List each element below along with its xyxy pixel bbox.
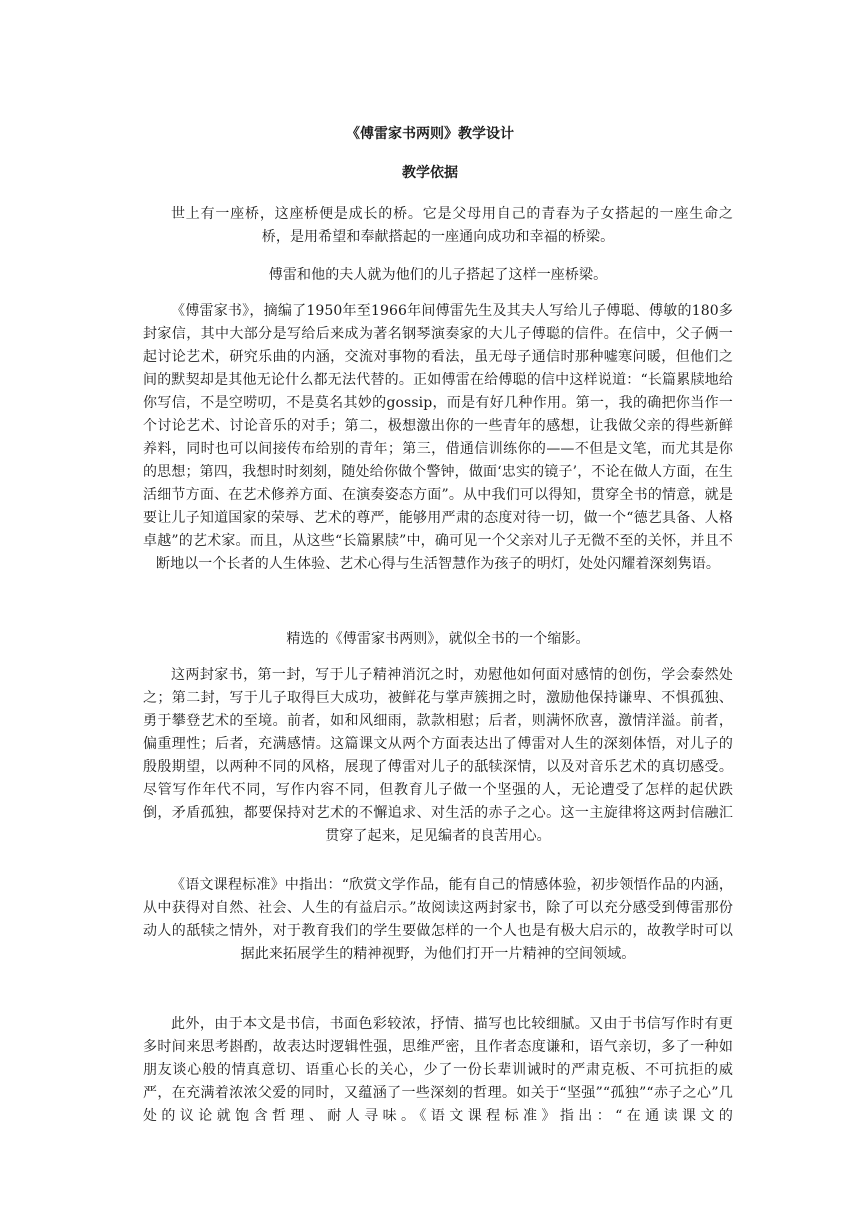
section-heading: 教学依据 bbox=[402, 165, 458, 181]
paragraph-curriculum: 《语文课程标准》中指出：“欣赏文学作品，能有自己的情感体验，初步领悟作品的内涵，从中获得对自然、社会、人生的有益启示。”故阅读这两封家书，除了可以充分感受到傅雷那份动人的舐犊之情外，对于教育我们的学生要做怎样的一个人也是有极大启示的，故教学时可以据此来拓展学生的精神视野，为他们打开一片精神的空间领域。 bbox=[143, 877, 733, 962]
paragraph-style: 此外，由于本文是书信，书面色彩较浓，抒情、描写也比较细腻。又由于书信写作时有更多时间来思考斟酌，故表达时逻辑性强，思维严密，且作者态度谦和，语气亲切，多了一种如朋友谈心般的情真意切、语重心长的关心，少了一份长辈训诫时的严肃克板、不可抗拒的威严，在充满着浓浓父爱的同时，又蕴涵了一些深刻的哲理。如关于“坚强”“孤独”“赤子之心”几处的议论就饱含哲理、耐人寻味。《语文课程标准》指出：“在通读课文的 bbox=[143, 1016, 733, 1124]
paragraph-bridge: 傅雷和他的夫人就为他们的儿子搭起了这样一座桥梁。 bbox=[268, 267, 608, 283]
paragraph-intro: 世上有一座桥，这座桥便是成长的桥。它是父母用自己的青春为子女搭起的一座生命之桥，是用希望和奉献搭起的一座通向成功和幸福的桥梁。 bbox=[171, 206, 733, 245]
paragraph-two-letters: 这两封家书，第一封，写于儿子精神消沉之时，劝慰他如何面对感情的创伤，学会泰然处之；第二封，写于儿子取得巨大成功，被鲜花与掌声簇拥之时，激励他保持谦卑、不惧孤独、勇于攀登艺术的至境。前者，如和风细雨，款款相慰；后者，则满怀欣喜，激情洋溢。前者，偏重理性；后者，充满感情。这篇课文从两个方面表达出了傅雷对人生的深刻体悟，对儿子的殷殷期望，以两种不同的风格，展现了傅雷对儿子的舐犊深情，以及对音乐艺术的真切感受。尽管写作年代不同，写作内容不同，但教育儿子做一个坚强的人，无论遭受了怎样的起伏跌倒，矛盾孤独，都要保持对艺术的不懈追求、对生活的赤子之心。这一主旋律将这两封信融汇贯穿了起来，足见编者的良苦用心。 bbox=[143, 667, 733, 844]
paragraph-excerpt: 精选的《傅雷家书两则》，就似全书的一个缩影。 bbox=[286, 631, 590, 647]
document-title: 《傅雷家书两则》教学设计 bbox=[346, 126, 514, 142]
paragraph-fulei-letters: 《傅雷家书》，摘编了1950年至1966年间傅雷先生及其夫人写给儿子傅聪、傅敏的180多封家信，其中大部分是写给后来成为著名钢琴演奏家的大儿子傅聪的信件。在信中，父子俩一起讨论艺术，研究乐曲的内涵，交流对事物的看法，虽无母子通信时那种嘘寒问暖，但他们之间的默契却是其他无论什么都无法代替的。正如傅雷在给傅聪的信中这样说道：“长篇累牍地给你写信，不是空唠叨，不是莫名其妙的gossip，而是有好几种作用。第一，我的确把你当作一个讨论艺术、讨论音乐的对手；第二，极想激出你的一些青年的感想，让我做父亲的得些新鲜养料，同时也可以间接传布给别的青年；第三，借通信训练你的——不但是文笔，而尤其是你的思想；第四，我想时时刻刻，随处给你做个警钟，做面‘忠实的镜子’，不论在做人方面，在生活细节方面、在艺术修养方面、在演奏姿态方面”。从中我们可以得知，贯穿全书的情意，就是要让儿子知道国家的荣辱、艺术的尊严，能够用严肃的态度对待一切，做一个“德艺具备、人格卓越”的艺术家。而且，从这些“长篇累牍”中，确可见一个父亲对儿子无微不至的关怀，并且不断地以一个长者的人生体验、艺术心得与生活智慧作为孩子的明灯，处处闪耀着深刻隽语。 bbox=[143, 303, 733, 572]
